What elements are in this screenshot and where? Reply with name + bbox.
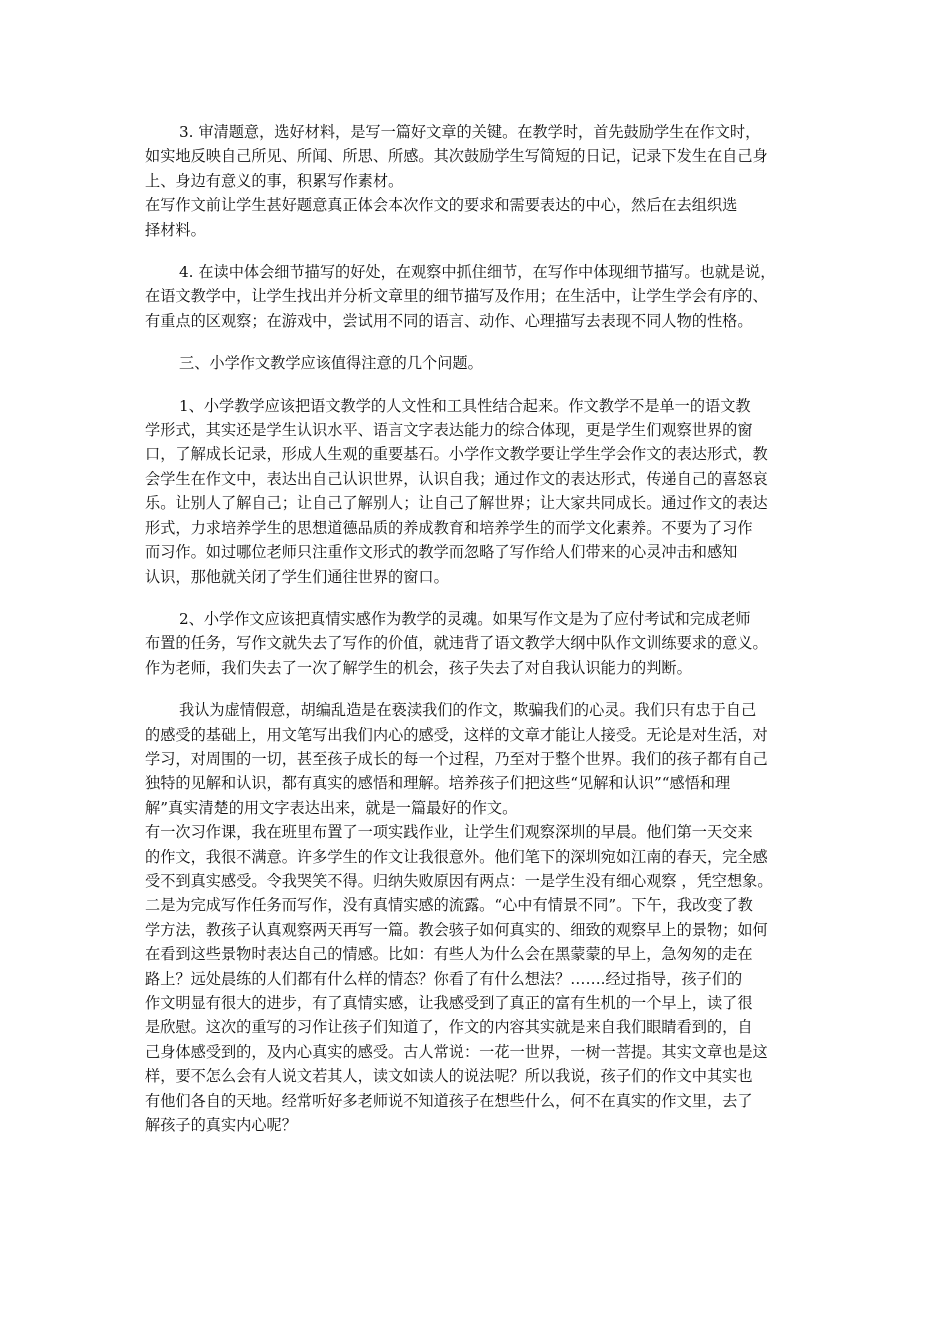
paragraph-point-3	[145, 120, 815, 193]
document-page	[145, 120, 815, 1155]
text-line: 路上？远处晨练的人们都有什么样的情态？你看了有什么想法？…….经过指导，孩子们的	[145, 969, 743, 988]
text-line: 解”真实清楚的用文字表达出来，就是一篇最好的作文。	[145, 798, 518, 817]
text-line: 口，了解成长记录，形成人生观的重要基石。小学作文教学要让学生学会作文的表达形式，教	[145, 445, 768, 464]
text-line: 有重点的区观察；在游戏中，尝试用不同的语言、动作、心理描写去表现不同人物的性格。	[145, 311, 753, 330]
text-line: 样，要不怎么会有人说文若其人，读文如读人的说法呢？所以我说，孩子们的作文中其实也	[145, 1067, 753, 1086]
text-line: 乐。让别人了解自己；让自己了解别人；让自己了解世界；让大家共同成长。通过作文的表达	[145, 494, 768, 513]
text-line: 4. 在读中体会细节描写的好处，在观察中抓住细节，在写作中体现细节描写。也就是说，	[179, 263, 776, 282]
text-line: 择材料。	[145, 220, 206, 239]
text-line: 学习，对周围的一切，甚至孩子成长的每一个过程，乃至对于整个世界。我们的孩子都有自己	[145, 749, 768, 768]
text-line: 如实地反映自己所见、所闻、所思、所感。其次鼓励学生写简短的日记，记录下发生在自己身	[145, 147, 768, 166]
paragraph-point-3-continued	[145, 193, 815, 242]
text-line: 1、小学教学应该把语文教学的人文性和工具性结合起来。作文教学不是单一的语文教	[179, 396, 751, 415]
text-line: 2、小学作文应该把真情实感作为教学的灵魂。如果写作文是为了应付考试和完成老师	[179, 609, 751, 628]
paragraph-issue-2	[145, 607, 815, 680]
text-line: 有他们各自的天地。经常听好多老师说不知道孩子在想些什么，何不在真实的作文里，去了	[145, 1091, 753, 1110]
text-line: 在写作文前让学生甚好题意真正体会本次作文的要求和需要表达的中心，然后在去组织选	[145, 196, 738, 215]
text-line: 我认为虚情假意，胡编乱造是在亵渎我们的作文，欺骗我们的心灵。我们只有忠于自己	[179, 701, 757, 720]
paragraph-point-4	[145, 260, 815, 333]
section-heading-3	[145, 351, 815, 375]
text-line: 有一次习作课，我在班里布置了一项实践作业，让学生们观察深圳的早晨。他们第一天交来	[145, 823, 753, 842]
text-line: 的感受的基础上，用文笔写出我们内心的感受，这样的文章才能让人接受。无论是对生活，对	[145, 725, 768, 744]
text-line: 三、小学作文教学应该值得注意的几个问题。	[179, 354, 483, 373]
text-line: 布置的任务，写作文就失去了写作的价值，就违背了语文教学大纲中队作文训练要求的意义。	[145, 634, 768, 653]
text-line: 解孩子的真实内心呢？	[145, 1116, 297, 1135]
text-line: 形式，力求培养学生的思想道德品质的养成教育和培养学生的而学文化素养。不要为了习作	[145, 518, 753, 537]
text-line: 在看到这些景物时表达自己的情感。比如：有些人为什么会在黑蒙蒙的早上，急匆匆的走在	[145, 945, 753, 964]
text-line: 作为老师，我们失去了一次了解学生的机会，孩子失去了对自我认识能力的判断。	[145, 658, 692, 677]
text-line: 会学生在作文中，表达出自己认识世界，认识自我；通过作文的表达形式，传递自己的喜怒哀	[145, 469, 768, 488]
text-line: 的作文，我很不满意。许多学生的作文让我很意外。他们笔下的深圳宛如江南的春天，完全感	[145, 847, 768, 866]
paragraph-opinion	[145, 698, 815, 820]
paragraph-example	[145, 820, 815, 1137]
text-line: 是欣慰。这次的重写的习作让孩子们知道了，作文的内容其实就是来自我们眼睛看到的，自	[145, 1018, 753, 1037]
text-line: 在语文教学中，让学生找出并分析文章里的细节描写及作用；在生活中，让学生学会有序的、	[145, 287, 768, 306]
text-line: 学方法，教孩子认真观察两天再写一篇。教会骇子如何真实的、细致的观察早上的景物；如何	[145, 920, 768, 939]
text-line: 二是为完成写作任务而写作，没有真情实感的流露。“心中有情景不同”。下午，我改变了教	[145, 896, 753, 915]
text-line: 上、身边有意义的事，积累写作素材。	[145, 171, 404, 190]
text-line: 作文明显有很大的进步，有了真情实感，让我感受到了真正的富有生机的一个早上，读了很	[145, 994, 753, 1012]
text-line: 己身体感受到的，及内心真实的感受。古人常说：一花一世界，一树一菩提。其实文章也是这	[145, 1042, 768, 1061]
text-line: 学形式，其实还是学生认识水平、语言文字表达能力的综合体现，更是学生们观察世界的窗	[145, 421, 753, 440]
paragraph-issue-1	[145, 394, 815, 589]
text-line: 认识，那他就关闭了学生们通往世界的窗口。	[145, 567, 449, 586]
text-line: 受不到真实感受。令我哭笑不得。归纳失败原因有两点：一是学生没有细心观察 ，凭空想象。	[145, 871, 773, 890]
text-line: 独特的见解和认识，都有真实的感悟和理解。培养孩子们把这些“见解和认识”“感悟和理	[145, 774, 731, 793]
text-line: 3. 审清题意，选好材料，是写一篇好文章的关键。在教学时，首先鼓励学生在作文时，	[179, 123, 761, 141]
text-line: 而习作。如过哪位老师只注重作文形式的教学而忽略了写作给人们带来的心灵冲击和感知	[145, 543, 738, 562]
